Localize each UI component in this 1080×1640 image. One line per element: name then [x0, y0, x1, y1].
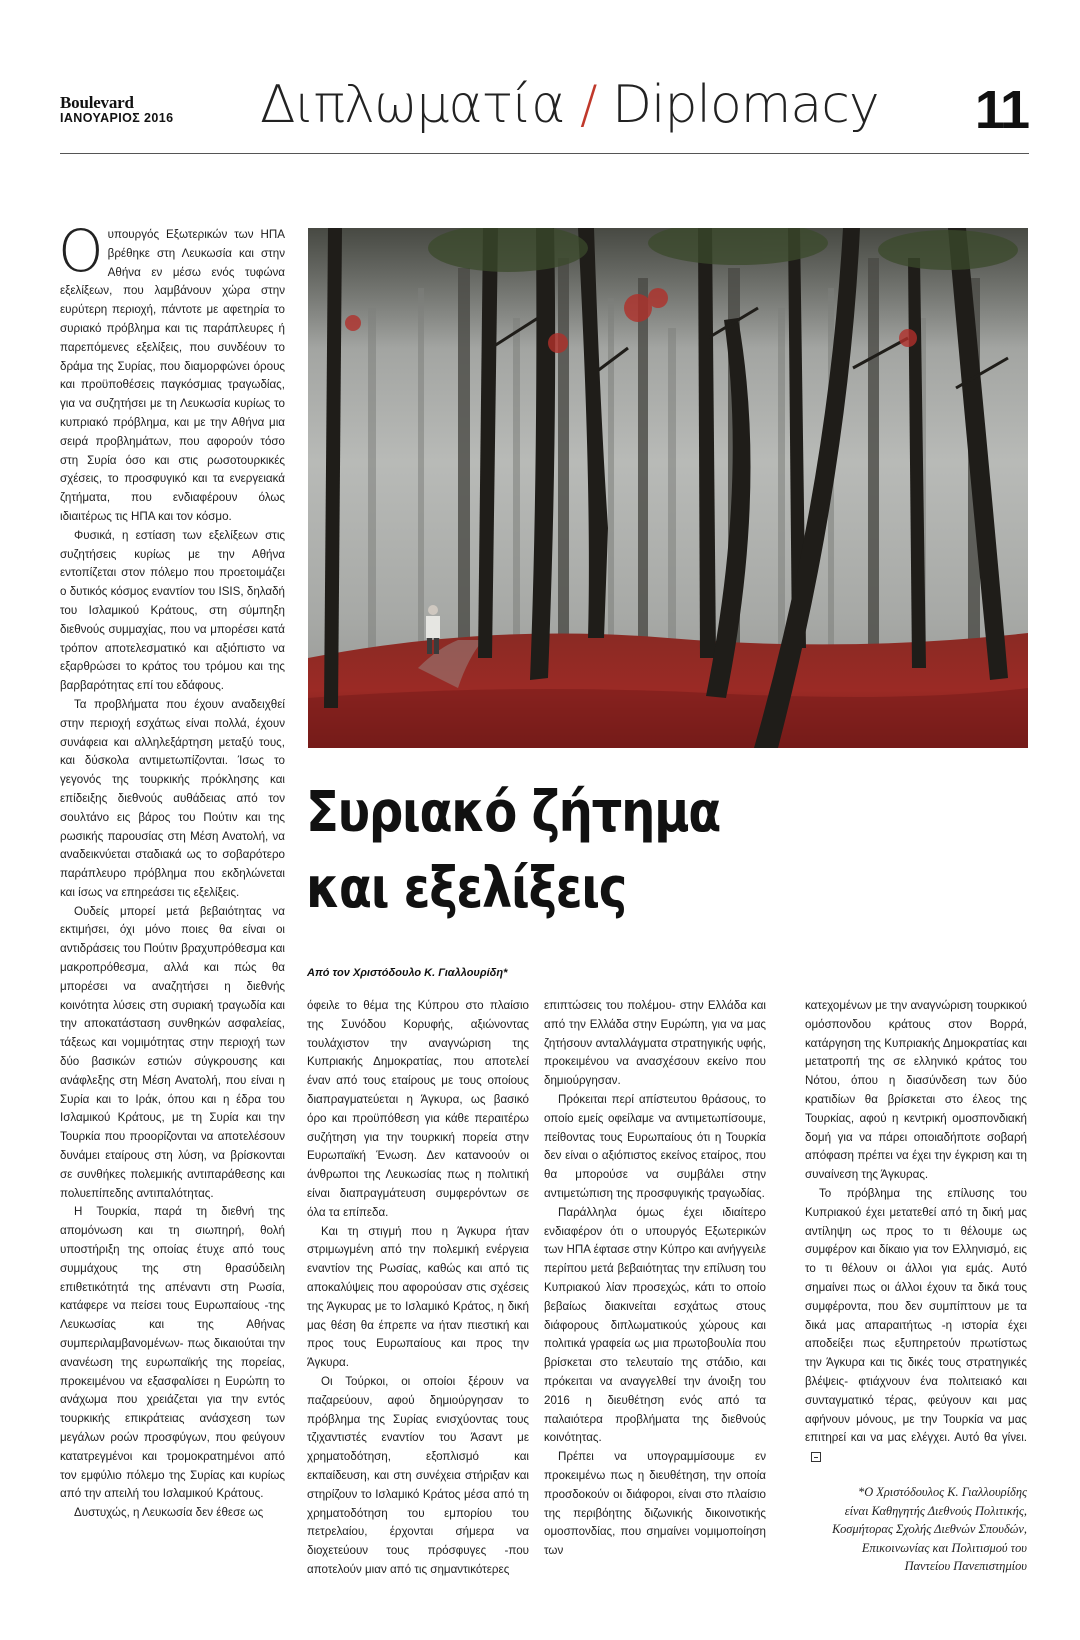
masthead [60, 95, 190, 125]
paragraph-text: υπουργός Εξωτερικών των ΗΠΑ βρέθηκε στη Λευκωσία και στην Αθήνα εν μέσω ενός τυφώνα εξελίξεων, που λαμβάνουν χώρα στην ευρύτερη περιοχή, πάντοτε με αφετηρία το συριακό πρόβλημα και τις παράπλευρες ή παρεπόμενες εξελίξεις, που συνδέουν το δράμα της Συρίας, που διαμορφώνει όρους και προϋποθέσεις παγκόσμιας τραγωδίας, για να συζητήσει με τη Λευκωσία κυρίως το κυπριακό πρόβλημα, και με την Αθήνα μια σειρά προβλημάτων, που αφορούν τόσο στη Συρία όσο και στις ρωσοτουρκικές σχέσεις, το προσφυγικό και τα ενεργειακά ζητήματα, που ενδιαφέρουν όλως ιδιαιτέρως τις ΗΠΑ και τον κόσμο. [60, 228, 285, 523]
section-title [260, 70, 879, 140]
article-byline: Από τον Χριστόδουλο Κ. Γιαλλουρίδη* [307, 967, 508, 979]
header-divider [60, 153, 1029, 154]
article-paragraph [58, 217, 285, 527]
article-paragraph: Φυσικά, η εστίαση των εξελίξεων στις συζητήσεις κυρίως με την Αθήνα εντοπίζεται στον πόλεμο που προετοιμάζει ο δυτικός κόσμος εναντίον του ISIS, δηλαδή του Ισλαμικού Κράτους, στη σύμπηξη διεθνούς συμμαχίας, που να μπορέσει κατά τρόπον αποτελεσματικό και αξιόπιστο να εξαρθρώσει το κράτος του τρόμου και της βαρβαρότητας επί του εδάφους. [60, 528, 285, 693]
article-column-1 [307, 997, 529, 1580]
issue-date: ΙΑΝΟΥΑΡΙΟΣ 2016 [60, 111, 174, 125]
footnote-line: είναι Καθηγητής Διεθνούς Πολιτικής, [844, 1503, 1027, 1518]
article-paragraph: Ουδείς μπορεί μετά βεβαιότητας να εκτιμήσει, όχι μόνο ποιες θα είναι οι αντιδράσεις του Πούτιν βραχυπρόθεσμα και μακροπρόθεσμα, αλλά και πώς θα μπορέσει να αναζητήσει η διεθνής κοινότητα λύσεις στη συριακή τραγωδία και την αποκατάσταση συνθηκών ασφαλείας, τάξεως και νομιμότητας στην περιοχή των δύο βασικών εστιών σύγκρουσης και ανάφλεξης στη Μέση Ανατολή, που είναι η Συρία και το Ιράκ, όπου και η έδρα του Ισλαμικού Κράτους, με τη Συρία και την Τουρκία που προορίζονται να αποτελέσουν δυνάμει εταίρους στη λύση, να βρίσκονται σε συνθήκες πολεμικής αντιπαράθεσης και πολυεπίπεδης αντιπαλότητας. [60, 904, 285, 1200]
footnote-line: *Ο Χριστόδουλος Κ. Γιαλλουρίδης [858, 1485, 1027, 1499]
forest-photo [308, 228, 1028, 748]
article-paragraph: Η Τουρκία, παρά τη διεθνή της απομόνωση και τη σιωπηρή, θολή υποστήριξη της οποίας έτυχε από τους συμμάχους της στη θρασύδειλη επιθετικότητά της απέναντι στη Ρωσία, κατάφερε να πείσει τους Ευρωπαίους -της Λευκωσίας και της Αθήνας συμπεριλαμβανομένων- πως δικαιούται την ανανέωση της ευρωπαϊκής της πορείας, προκειμένου να εξασφαλίσει η Ευρώπη το ανάχωμα που χρειάζεται για την εντός τουρκικής επικράτειας ανάσχεση των μεγάλων ροών προσφύγων, που φεύγουν κατατρεγμένοι και τρομοκρατημένοι από τον εμφύλιο πόλεμο της Συρίας και κυρίως από την απειλή του Ισλαμικού Κράτους. [60, 1205, 285, 1501]
article-paragraph: Τα προβλήματα που έχουν αναδειχθεί στην περιοχή εσχάτως είναι πολλά, έχουν συνάφεια και αλληλεξάρτηση μεταξύ τους, και δύσκολα αντιμετωπίζονται. Ίσως το γεγονός της τουρκικής πρόκλησης και επίδειξης διεθνούς αυθάδειας από τον σουλτάνο εις βάρος του Πούτιν και της ρωσικής παρουσίας στη Μέση Ανατολή, να αναδεικνύεται σταδιακά ως το σοβαρότερο παράπλευρο πρόβλημα που εκδηλώνεται και ίσως να επηρεάσει τις εξελίξεις. [60, 697, 285, 899]
article-paragraph: Οι Τούρκοι, οι οποίοι ξέρουν να παζαρεύουν, αφού δημιούργησαν το πρόβλημα της Συρίας ενισχύοντας τους τζιχαντιστές εναντίον του Άσαντ με χρηματοδότηση, εξοπλισμό και εκπαίδευση, και στη συνέχεια στήριξαν και στηρίζουν το Ισλαμικό Κράτος μέσα από τη χρηματοδότηση του εμπορίου του πετρελαίου, έρχονται σήμερα να διοχετεύουν τους πρόσφυγες -που αποτελούν μιαν από τις σημαντικότερες [307, 1374, 529, 1576]
article-paragraph: όφειλε το θέμα της Κύπρου στο πλαίσιο της Συνόδου Κορυφής, αξιώνοντας τουλάχιστον την αναγνώριση της Κυπριακής Δημοκρατίας, που αποτελεί έναν από τους εταίρους με τους οποίους διαπραγματεύεται η Άγκυρα, ως βασικό όρο και προϋπόθεση για κάθε περαιτέρω συζήτηση για την τουρκική πορεία στην Ευρωπαϊκή Ένωση. Δεν κατανοούν οι άνθρωποι της Λευκωσίας πως η πολιτική είναι διαπραγμάτευση συμφερόντων σε όλα τα επίπεδα. [307, 999, 529, 1219]
article-column-3 [805, 997, 1027, 1467]
article-column-2 [544, 997, 766, 1561]
article-left-column [58, 217, 285, 1523]
footnote-line: Παντείου Πανεπιστημίου [904, 1559, 1027, 1573]
article-headline [306, 775, 925, 927]
author-footnote [790, 1483, 1027, 1576]
paragraph-text: Το πρόβλημα της επίλυσης του Κυπριακού έχει μετατεθεί από τη δική μας αντίληψη ως προς το τι θέλουμε ως συμφέρον και δίκαιο για τον Ελληνισμό, εις το τι θέλουν οι άλλοι για εμάς. Αυτό σημαίνει πως οι άλλοι έχουν τα δικά τους συμφέροντα, που δεν συμπίπτουν με τα δικά μας απαραιτήτως -η ιστορία έχει αποδείξει πως εξυπηρετούν πρωτίστως την Άγκυρα και τις δικές τους στρατηγικές βλέψεις- φτιάχνουν ένα πολιτειακό και συνταγματικό τέρας, φεύγουν και μας αφήνουν μόνους, με την Τουρκία να μας επιτηρεί και να μας ελέγχει. Αυτό θα γίνει. [805, 1186, 1027, 1445]
headline-line-1: Συριακό ζήτημα [306, 780, 721, 845]
drop-cap: Ο [58, 217, 104, 285]
footnote-line: Κοσμήτορας Σχολής Διεθνών Σπουδών, [832, 1522, 1027, 1536]
article-paragraph: Πρέπει να υπογραμμίσουμε εν προκειμένω πως η διευθέτηση, την οποία προσδοκούν οι διάφοροι, είναι στο πλαίσιο της περιβόητης διζωνικής δικοινοτικής ομοσπονδίας, που σημαίνει νομιμοποίηση των [544, 1450, 766, 1558]
article-paragraph: Και τη στιγμή που η Άγκυρα ήταν στριμωγμένη από την πολεμική ενέργεια εναντίον της Ρωσίας, καθώς και από τις αποκαλύψεις που αφορούσαν στις σχέσεις της Άγκυρας με το Ισλαμικό Κράτος, η δική μας θέση θα έπρεπε να ήταν πιεστική και προς τους Ευρωπαίους και προς την Άγκυρα. [307, 1224, 529, 1370]
article-paragraph: Δυστυχώς, η Λευκωσία δεν έθεσε ως [74, 1506, 264, 1520]
end-of-article-icon [811, 1452, 821, 1462]
section-title-slash: / [579, 75, 597, 135]
article-paragraph: κατεχομένων με την αναγνώριση τουρκικού ομόσπονδου κράτους στον Βορρά, κατάργηση της Κυπριακής Δημοκρατίας και μετατροπή της σε ελληνικό κράτος του Νότου, όπου η διασύνδεση των δύο κρατιδίων θα βρίσκεται στο έλεος της Τουρκίας, αφού η κεντρική ομοσπονδιακή δομή για να πάρει οποιαδήποτε σοβαρή απόφαση πρέπει να έχει την έγκριση και τη συναίνεση της Άγκυρας. [805, 999, 1027, 1182]
section-title-greek: Διπλωματία [260, 75, 565, 135]
publication-name: Boulevard [60, 93, 134, 112]
page-number: 11 [974, 80, 1028, 140]
article-paragraph [805, 1185, 1027, 1467]
article-paragraph: Πρόκειται περί απίστευτου θράσους, το οποίο εμείς οφείλαμε να αντιμετωπίσουμε, πείθοντας τους Ευρωπαίους ότι η Τουρκία δεν είναι ο αξιόπιστος εκείνος εταίρος, που θα μπορούσε να συμβάλει στην αντιμετώπιση της προσφυγικής τραγωδίας. [544, 1092, 766, 1200]
headline-line-2: και εξελίξεις [306, 856, 626, 921]
section-title-english: Diplomacy [612, 75, 879, 135]
article-paragraph: Παράλληλα όμως έχει ιδιαίτερο ενδιαφέρον ότι ο υπουργός Εξωτερικών των ΗΠΑ έφτασε στην Κύπρο και ανήγγειλε περίπου μετά βεβαιότητας την επίλυση του Κυπριακού λίαν προσεχώς, κάτι το οποίο βεβαίως διακινείται εσχάτως στους διάφορους διπλωματικούς χώρους και πολιτικά γραφεία ως μια πρωτοβουλία που βρίσκεται στο τελευταίο της στάδιο, και πρόκειται να αναγγελθεί την άνοιξη του 2016 η διευθέτηση ενός από τα παλαιότερα προβλήματα της διεθνούς κοινότητας. [544, 1205, 766, 1445]
article-paragraph: επιπτώσεις του πολέμου- στην Ελλάδα και από την Ελλάδα στην Ευρώπη, για να μας ζητήσουν ανταλλάγματα στρατηγικής υφής, προκειμένου να ανασχέσουν εκείνο που δημιούργησαν. [544, 999, 766, 1088]
forest-illustration [308, 228, 1028, 748]
footnote-line: Επικοινωνίας και Πολιτισμού του [861, 1540, 1027, 1555]
